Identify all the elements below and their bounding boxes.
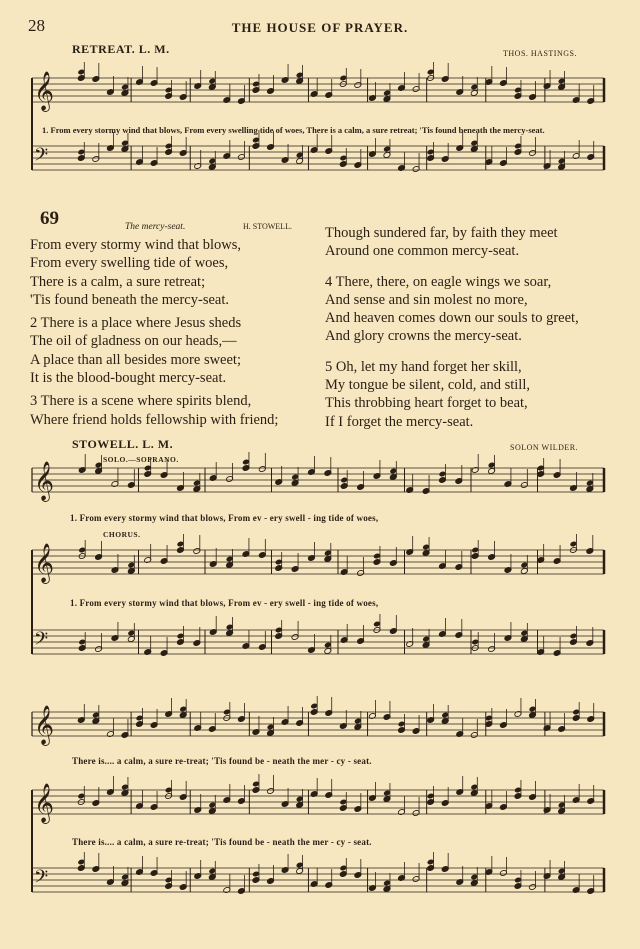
- tune2-composer: SOLON WILDER.: [510, 443, 579, 452]
- verse-line: This throbbing heart forget to beat,: [325, 395, 528, 412]
- bass-clef-icon: 𝄢: [34, 629, 49, 654]
- chorus-lyric-2: There is.... a calm, a sure re-treat; 'Tis found be - neath the mer - cy - seat.: [72, 837, 372, 847]
- verse-line: It is the blood-bought mercy-seat.: [30, 370, 227, 387]
- verse-line: From every swelling tide of woes,: [30, 255, 229, 272]
- tune1-lyric: 1. From every stormy wind that blows, From every swelling tide of woes, There is a calm, a sure retreat; 'Tis found beneath the mercy-seat.: [42, 125, 545, 135]
- hymn-author: H. STOWELL.: [243, 222, 292, 231]
- chorus-lyric: 1. From every stormy wind that blows, From ev - ery swell - ing tide of woes,: [70, 598, 379, 608]
- bass-clef-icon: 𝄢: [34, 145, 49, 170]
- verse-line: 3 There is a scene where spirits blend,: [30, 393, 252, 410]
- verse-line: And heaven comes down our souls to greet,: [325, 310, 579, 327]
- verse-line: And glory crowns the mercy-seat.: [325, 328, 522, 345]
- hymn-left-column: [30, 236, 278, 429]
- treble-clef-icon: 𝄞: [34, 783, 55, 823]
- verse-line: The oil of gladness on our heads,—: [30, 333, 237, 350]
- verse-line: And sense and sin molest no more,: [325, 291, 528, 308]
- solo-lyric: 1. From every stormy wind that blows, From ev - ery swell - ing tide of woes,: [70, 513, 379, 523]
- chorus-label: CHORUS.: [103, 530, 141, 539]
- verse-line: Around one common mercy-seat.: [325, 243, 520, 260]
- verse-line: If I forget the mercy-seat.: [325, 413, 474, 430]
- treble-clef-icon: 𝄞: [34, 543, 55, 583]
- verse-line: My tongue be silent, cold, and still,: [325, 377, 530, 394]
- verse-line: From every stormy wind that blows,: [30, 237, 242, 253]
- verse-line: Where friend holds fellowship with friend;: [30, 411, 279, 428]
- verse-line: 2 There is a place where Jesus sheds: [30, 315, 242, 332]
- solo-lyric-2: There is.... a calm, a sure re-treat; 'Tis found be - neath the mer - cy - seat.: [72, 756, 372, 766]
- solo-label: SOLO.—SOPRANO.: [103, 455, 179, 464]
- treble-clef-icon: 𝄞: [34, 71, 55, 111]
- treble-clef-icon: 𝄞: [34, 461, 55, 501]
- verse-line: 4 There, there, on eagle wings we soar,: [325, 273, 552, 290]
- tune2-title: STOWELL. L. M.: [72, 437, 174, 451]
- bass-clef-icon: 𝄢: [34, 867, 49, 892]
- running-title: THE HOUSE OF PRAYER.: [231, 20, 409, 35]
- hymn-right-column: [325, 224, 579, 431]
- page-number: 28: [28, 16, 45, 35]
- tune1-composer: THOS. HASTINGS.: [503, 49, 577, 58]
- hymn-number: 69: [40, 208, 59, 229]
- verse-line: A place than all besides more sweet;: [30, 351, 241, 368]
- verse-line: 5 Oh, let my hand forget her skill,: [325, 358, 522, 375]
- verse-line: Though sundered far, by faith they meet: [325, 225, 558, 241]
- hymn-subject: The mercy-seat.: [125, 222, 186, 232]
- tune1-title: RETREAT. L. M.: [72, 42, 170, 56]
- treble-clef-icon: 𝄞: [34, 705, 55, 745]
- verse-line: 'Tis found beneath the mercy-seat.: [30, 291, 229, 308]
- verse-line: There is a calm, a sure retreat;: [30, 273, 206, 290]
